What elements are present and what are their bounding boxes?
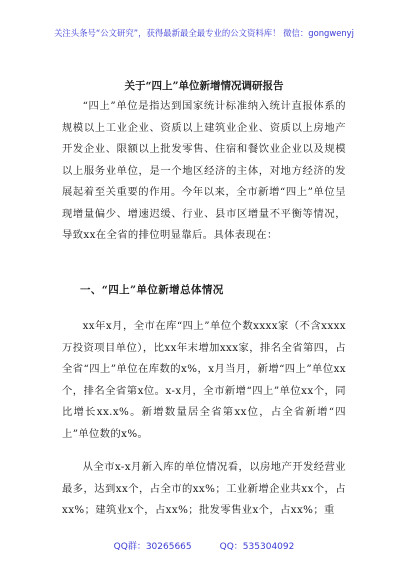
qq-group-text: QQ群：30265665 [113,542,192,552]
document-title: 关于“四上”单位新增情况调研报告 [124,80,284,92]
intro-paragraph: “四上”单位是指达到国家统计标准纳入统计直报体系的规模以上工业企业、资质以上建筑业企业、资质以上房地产开发企业、限额以上批发零售、住宿和餐饮业企业以及规模以上服务业单位，是一个地区经济的主体，对地方经济的发展起着至关重要的作用。今年以来，全市新增“四上”单位呈现增量偏少、增速迟缓、行业、县市区增量不平衡等情况，导致xx在全省的排位明显靠后。具体表现在： [62,100,346,241]
qq-contact-text: QQ：535304092 [219,542,295,552]
section-heading: 一、“四上”单位新增总体情况 [80,284,224,296]
body-paragraph: 从全市x-x月新入库的单位情况看，以房地产开发经营业最多，达到xx个，占全市的xx%；工业新增企业共xx个，占xx%；建筑业x个，占xx%；批发零售业x个，占xx%；重 [62,461,346,516]
promo-banner: 关注头条号“公文研究”，获得最新最全最专业的公文资料库！ 微信：gongwenyj [54,28,354,38]
contact-footer [0,539,408,552]
body-paragraph: xx年x月，全市在库“四上”单位个数xxxx家（不含xxxx万投资项目单位），比xx年末增加xxx家，排名全省第四，占全省“四上”单位在库数的x%，x月当月，新增“四上”单位xx个，排名全省第x位。x-x月，全市新增“四上”单位xx个，同比增长xx.x%。新增数量居全省第xx位，占全省新增“四上”单位数的x%。 [62,320,346,440]
